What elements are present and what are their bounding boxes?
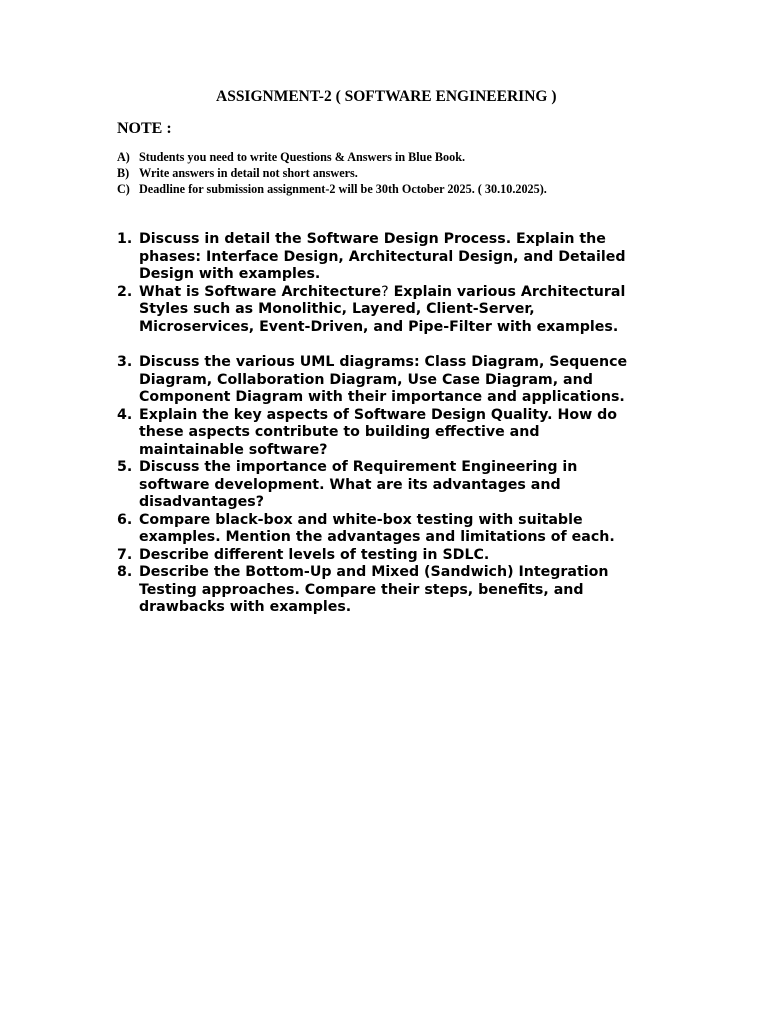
- question-line: Diagram, Collaboration Diagram, Use Case Diagram, and: [139, 371, 593, 388]
- question-line: Discuss the importance of Requirement Engineering in: [139, 459, 578, 475]
- question-item: [117, 512, 697, 547]
- question-line-part: What is Software Architecture: [139, 283, 382, 300]
- question-number: 2.: [117, 283, 133, 300]
- question-number: 3.: [117, 354, 133, 370]
- note-item: [117, 165, 717, 181]
- question-text: [139, 407, 697, 460]
- note-text: Write answers in detail not short answers.: [139, 166, 358, 180]
- question-item: [117, 407, 697, 460]
- question-line: Styles such as Monolithic, Layered, Client-Server,: [139, 301, 535, 317]
- question-number: 1.: [117, 231, 133, 247]
- question-line: phases: Interface Design, Architectural Design, and Detailed: [139, 248, 626, 265]
- question-line: disadvantages?: [139, 494, 264, 510]
- note-text: Students you need to write Questions & Answers in Blue Book.: [139, 150, 466, 164]
- question-text: [139, 284, 697, 337]
- question-number: 8.: [117, 564, 133, 580]
- question-line: Explain the key aspects of Software Design Quality. How do: [139, 406, 618, 423]
- question-line: Compare black-box and white-box testing with suitable: [139, 511, 583, 528]
- question-line: Microservices, Event-Driven, and Pipe-Filter with examples.: [139, 318, 619, 335]
- question-number: 4.: [117, 406, 133, 423]
- question-number: 5.: [117, 459, 133, 475]
- question-text: [139, 459, 697, 512]
- question-line: Component Diagram with their importance and applications.: [139, 389, 625, 405]
- question-text: [139, 512, 697, 547]
- notes-list: [117, 149, 717, 197]
- question-line: maintainable software?: [139, 441, 328, 458]
- question-line: Discuss in detail the Software Design Process. Explain the: [139, 231, 606, 247]
- question-line: Testing approaches. Compare their steps, benefits, and: [139, 581, 584, 598]
- question-line: software development. What are its advantages and: [139, 476, 561, 493]
- question-text: [139, 231, 697, 284]
- question-item: [117, 354, 697, 407]
- question-text: [139, 564, 697, 617]
- note-item: [117, 149, 717, 165]
- question-number: 7.: [117, 546, 133, 563]
- question-item: [117, 231, 697, 284]
- note-heading: NOTE :: [117, 120, 172, 137]
- question-line: Discuss the various UML diagrams: Class Diagram, Sequence: [139, 354, 628, 370]
- question-mark: ?: [381, 283, 389, 300]
- question-line: Describe different levels of testing in SDLC.: [139, 546, 490, 563]
- question-text: [139, 547, 697, 565]
- note-marker: B): [117, 166, 130, 180]
- question-item: [117, 547, 697, 565]
- question-text: [139, 354, 697, 407]
- question-item: [117, 564, 697, 617]
- questions-list: [117, 231, 697, 617]
- question-line: these aspects contribute to building effective and: [139, 424, 540, 440]
- question-line: drawbacks with examples.: [139, 599, 352, 615]
- note-item: [117, 181, 717, 197]
- question-line: Describe the Bottom-Up and Mixed (Sandwich) Integration: [139, 564, 609, 580]
- question-line-part: Explain various Architectural: [388, 283, 626, 300]
- note-marker: C): [117, 182, 130, 196]
- page-title: ASSIGNMENT-2 ( SOFTWARE ENGINEERING ): [216, 88, 557, 105]
- note-text: Deadline for submission assignment-2 will be 30th October 2025. ( 30.10.2025).: [139, 182, 547, 196]
- question-line: examples. Mention the advantages and limitations of each.: [139, 529, 615, 545]
- question-line: Design with examples.: [139, 266, 321, 282]
- question-item: [117, 459, 697, 512]
- note-marker: A): [117, 150, 130, 164]
- question-item: [117, 284, 697, 337]
- question-number: 6.: [117, 511, 133, 528]
